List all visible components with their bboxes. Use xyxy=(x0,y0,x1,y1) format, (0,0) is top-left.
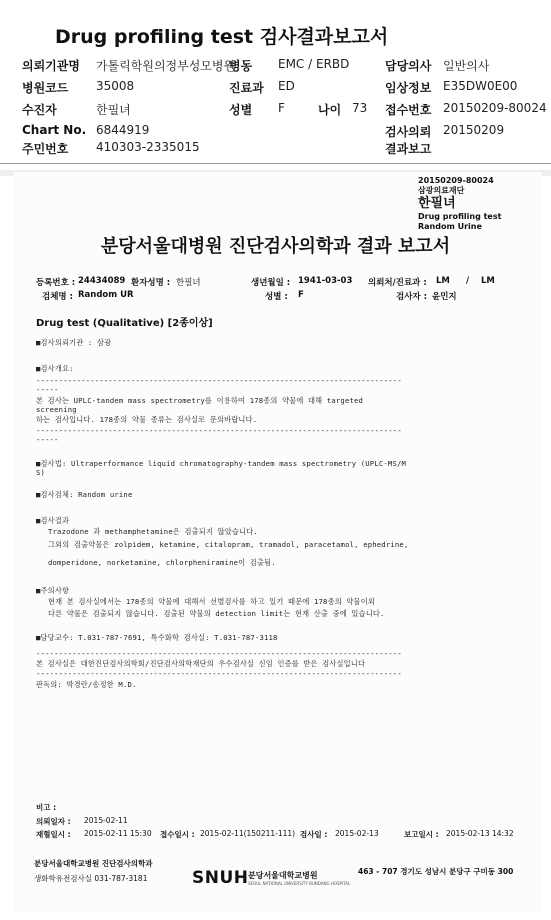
header-divider xyxy=(0,163,551,164)
result-line-2: 그외의 검출약물은 zolpidem, ketamine, citalopram, tramadol, paracetamol, ephedrine, xyxy=(48,540,409,549)
lab-phone: 생화학유전검사실 031-787-3181 xyxy=(34,874,148,883)
value-receipt-time: 2015-02-11(150211-111) xyxy=(200,829,296,838)
value-hospital-code: 35008 xyxy=(96,79,135,93)
value-patient-name: 한필녀 xyxy=(176,278,201,288)
hospital-logo-name: 분당서울대학교병원 xyxy=(248,871,318,880)
overview-heading: ■검사개요: xyxy=(36,364,74,373)
label-chart-no: Chart No. xyxy=(22,123,87,137)
divider-bottom-tail: ----- xyxy=(36,435,59,444)
value-doctor: 일반의사 xyxy=(443,59,490,73)
hospital-logo-english: SEOUL NATIONAL UNIVERSITY BUNDANG HOSPITAL xyxy=(248,881,351,886)
value-dob: 1941-03-03 xyxy=(298,276,353,286)
test-name: Drug test (Qualitative) [2종이상] xyxy=(36,318,213,329)
dept-separator: / xyxy=(466,276,470,286)
label-department: 진료과 xyxy=(229,81,264,95)
label-patient: 수진자 xyxy=(22,103,57,117)
label-specimen-name: 검체명 : xyxy=(42,292,73,302)
value-dept-1: LM xyxy=(436,276,450,286)
label-report-time: 보고일시 : xyxy=(404,830,439,839)
label-doctor: 담당의사 xyxy=(385,59,432,73)
method-line-2: S) xyxy=(36,468,46,477)
value-request-date: 2015-02-11 xyxy=(84,816,128,825)
value-clinical-info: E35DW0E00 xyxy=(443,79,518,93)
value-specimen-name: Random UR xyxy=(78,290,134,300)
label-remarks: 비고 : xyxy=(36,803,57,812)
contact-line: ■담당교수: T.031-787-7691, 특수화학 검사실: T.031-787-3118 xyxy=(36,633,278,642)
label-receipt-number: 접수번호 xyxy=(385,103,432,117)
lab-name: 분당서울대학교병원 진단검사의학과 xyxy=(34,859,153,868)
result-heading: ■검사결과 xyxy=(36,516,70,525)
overview-text-1: 본 검사는 UPLC-tandem mass spectrometry를 이용하여 178종의 약물에 대해 targeted xyxy=(36,396,364,405)
label-requesting-dept: 의뢰처/진료과 : xyxy=(368,278,427,288)
page-title: Drug profiling test 검사결과보고서 xyxy=(55,26,389,48)
label-age: 나이 xyxy=(318,103,342,117)
label-tester: 검사자 : xyxy=(396,292,427,302)
value-chart-no: 6844919 xyxy=(96,123,150,137)
label-patient-sex: 성별 : xyxy=(265,292,288,302)
label-ward: 병동 xyxy=(229,59,253,73)
value-department: ED xyxy=(278,79,295,93)
label-sex: 성별 xyxy=(229,103,253,117)
label-collection-time: 재혈일시 : xyxy=(36,830,71,839)
value-patient: 한필녀 xyxy=(96,103,131,117)
label-test-request: 검사의뢰 xyxy=(385,125,432,139)
value-test-date: 2015-02-13 xyxy=(335,829,379,838)
value-dept-2: LM xyxy=(481,276,495,286)
value-sex: F xyxy=(278,101,285,115)
report-title: 분당서울대병원 진단검사의학과 결과 보고서 xyxy=(100,236,451,257)
label-hospital-code: 병원코드 xyxy=(22,81,69,95)
value-resident-number: 410303-2335015 xyxy=(96,140,200,154)
divider-cert: --------------------------------------------------------------------------------- xyxy=(36,649,402,658)
label-clinical-info: 임상정보 xyxy=(385,81,432,95)
sticker-receipt-number: 20150209-80024 xyxy=(418,176,494,185)
hospital-address: 463 - 707 경기도 성남시 분당구 구미동 300 xyxy=(358,867,514,876)
overview-text-2: screening xyxy=(36,405,77,414)
notes-line-1: 현재 본 검사실에서는 178종의 약물에 대해서 선별검사를 하고 있기 때문에 178종의 약물이외 xyxy=(48,597,375,606)
label-patient-name: 환자성명 : xyxy=(131,278,171,288)
notes-heading: ■주의사항 xyxy=(36,586,70,595)
value-ward: EMC / ERBD xyxy=(278,57,350,71)
sticker-specimen: Random Urine xyxy=(418,222,482,231)
sticker-patient-name: 한필녀 xyxy=(418,196,456,211)
label-dob: 생년월일 : xyxy=(251,278,291,288)
label-request-date: 의뢰일자 : xyxy=(36,817,71,826)
sticker-test: Drug profiling test xyxy=(418,212,502,221)
label-test-date: 검사일 : xyxy=(300,830,328,839)
value-age: 73 xyxy=(352,101,368,115)
value-requesting-institution: 가톨릭학원의정부성모병원 xyxy=(96,59,236,73)
value-report-time: 2015-02-13 14:32 xyxy=(446,829,514,838)
overview-text-3: 하는 검사입니다. 178종의 약물 종류는 검사실로 문의바랍니다. xyxy=(36,415,258,424)
divider-bottom: --------------------------------------------------------------------------------- xyxy=(36,426,402,435)
label-resident-number: 주민번호 xyxy=(22,142,69,156)
label-requesting-institution: 의뢰기관명 xyxy=(22,59,80,73)
divider-top-tail: ----- xyxy=(36,385,59,394)
certification-line: 본 검사실은 대한진단검사의학회/진단검사의학재단의 우수검사실 신임 인증를 받은 검사실입니다 xyxy=(36,659,366,668)
value-tester: 윤민지 xyxy=(432,292,457,302)
reading-physician: 판독의: 박경란/송정한 M.D. xyxy=(36,680,137,689)
sticker-lab: 삼광의료재단 xyxy=(418,186,465,195)
value-patient-sex: F xyxy=(298,290,304,300)
hospital-logo: SNUH xyxy=(192,868,249,888)
sample-label-sticker xyxy=(418,176,501,232)
label-result-report: 결과보고 xyxy=(385,142,432,156)
label-registration-number: 등록번호 : xyxy=(36,278,76,288)
specimen-line: ■검사검체: Random urine xyxy=(36,490,133,499)
requesting-institution-line: ■검사의뢰기관 : 삼광 xyxy=(36,338,112,347)
value-registration-number: 24434089 xyxy=(78,276,126,286)
result-line-3: domperidone, norketamine, chlorpheniramine이 검출됨. xyxy=(48,558,276,567)
value-receipt-number: 20150209-80024 xyxy=(443,101,547,115)
divider-top: --------------------------------------------------------------------------------- xyxy=(36,376,402,385)
value-collection-time: 2015-02-11 15:30 xyxy=(84,829,152,838)
result-line-1: Trazodone 과 methamphetamine은 검출되지 않았습니다. xyxy=(48,527,258,536)
divider-cert-bottom: --------------------------------------------------------------------------------- xyxy=(36,669,402,678)
value-test-request: 20150209 xyxy=(443,123,505,137)
label-receipt-time: 접수일시 : xyxy=(160,830,195,839)
notes-line-2: 다른 약물은 검출되지 않습니다. 검출된 약물의 detection limit는 현재 산출 중에 있습니다. xyxy=(48,609,385,618)
method-line-1: ■검사법: Ultraperformance liquid chromatography-tandem mass spectrometry (UPLC-MS/M xyxy=(36,459,407,468)
